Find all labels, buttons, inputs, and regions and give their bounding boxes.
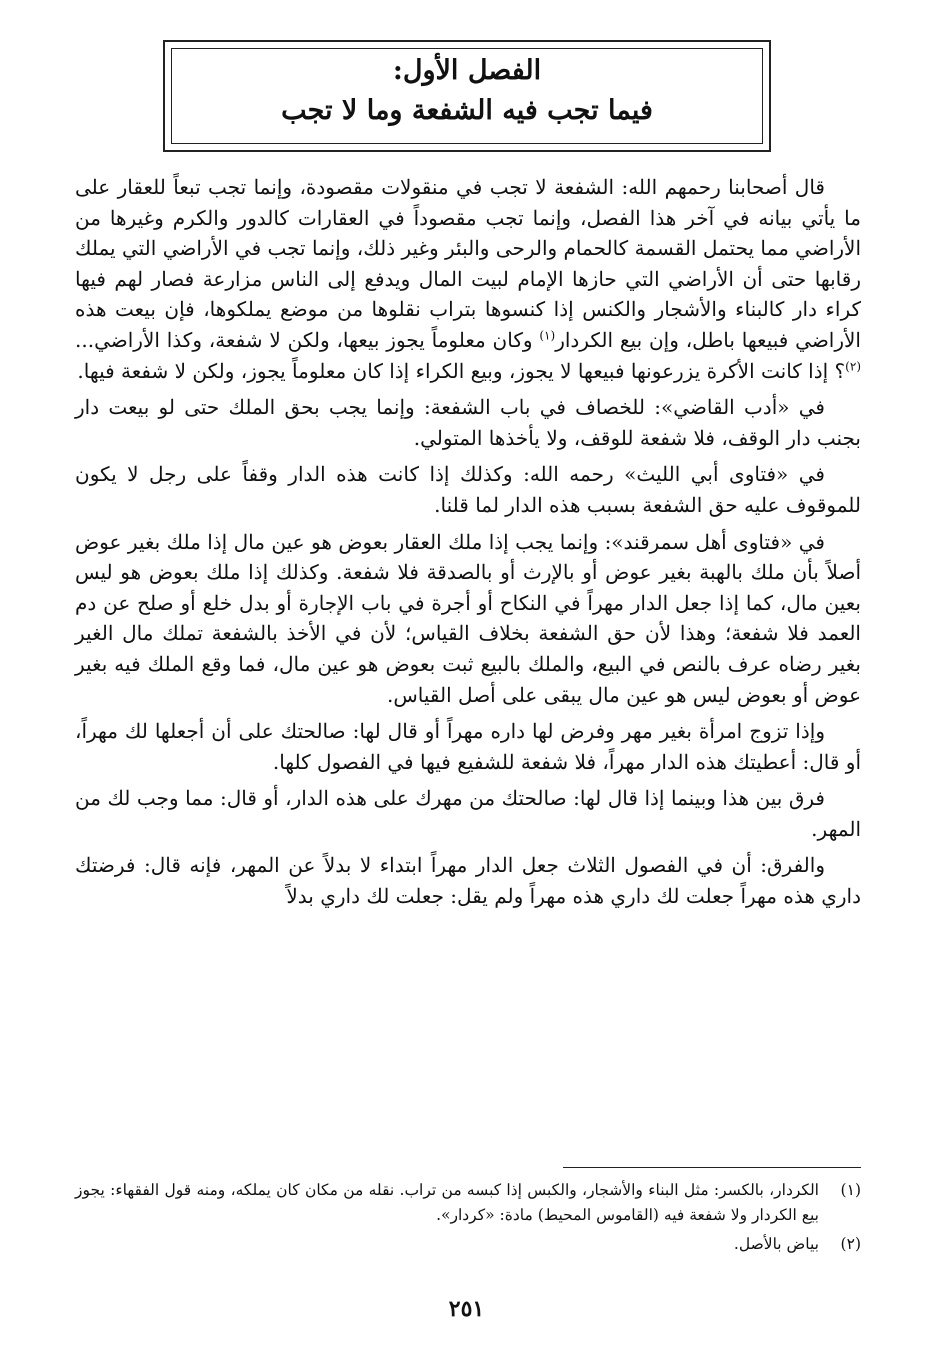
paragraph: في «أدب القاضي»: للخصاف في باب الشفعة: وإنما يجب بحق الملك حتى لو بيعت دار بجنب دار الوقف، فلا شفعة للوقف، ولا يأخذها المتولي.: [75, 395, 861, 450]
chapter-title-frame: [163, 40, 771, 152]
paragraph: وإذا تزوج امرأة بغير مهر وفرض لها داره مهراً أو قال لها: صالحتك على أن أجعلها لك مهراً، أو قال: أعطيتك هذه الدار مهراً، فلا شفعة للشفيع فيها في الفصول كلها.: [75, 719, 861, 774]
chapter-subtitle: فيما تجب فيه الشفعة وما لا تجب: [281, 95, 653, 126]
footnote-ref-2[interactable]: (٢): [845, 358, 861, 373]
paragraph: فرق بين هذا وبينما إذا قال لها: صالحتك من مهرك على هذه الدار، أو قال: مما وجب لك من المهر.: [75, 786, 861, 841]
main-text: [75, 172, 861, 918]
footnote-number: (٢): [840, 1235, 861, 1253]
footnote: [75, 1178, 861, 1228]
paragraph: في «فتاوى أبي الليث» رحمه الله: وكذلك إذا كانت هذه الدار وقفاً على رجل لا يكون للموقوف عليه حق الشفعة بسبب هذه الدار لما قلنا.: [75, 462, 861, 517]
footnote: [75, 1232, 861, 1257]
footnote-text: الكردار، بالكسر: مثل البناء والأشجار، والكبس إذا كبسه من تراب. نقله من مكان كان يملكه، ومنه قول الفقهاء: يجوز بيع الكردار ولا شفعة فيه (القاموس المحيط) مادة: «كردار».: [75, 1181, 819, 1224]
footnotes: [75, 1178, 861, 1261]
page-number: ٢٥١: [448, 1296, 485, 1322]
paragraph-text: وكان معلوماً يجوز بيعها، ولكن لا شفعة، وكذا الأراضي...: [75, 327, 540, 352]
chapter-title: الفصل الأول:: [392, 55, 542, 86]
paragraph: والفرق: أن في الفصول الثلاث جعل الدار مهراً ابتداء لا بدلاً عن المهر، فإنه قال: فرضتك داري هذه مهراً جعلت لك داري هذه مهراً ولم يقل: جعلت لك داري بدلاً: [75, 853, 861, 909]
paragraph-text: قال أصحابنا رحمهم الله: الشفعة لا تجب في منقولات مقصودة، وإنما تجب تبعاً للعقار على ما يأتي بيانه في آخر هذا الفصل، وإنما تجب مقصوداً في العقارات كالدور والكرم وغيرها من الأراضي مما يحتمل القسمة كالحمام والرحى والبئر وغير ذلك، وإنما تجب في الأراضي التي يملك رقابها حتى أن الأراضي التي حازها الإمام لبيت المال ويدفع إلى الناس مزارعة فصار لهم فيها كراء دار كالبناء والأشجار والكنس إذا كنسوها بتراب نقلوها من موضع يملكوها، فإن بيعت هذه الأراضي فبيعها باطل، وإن بيع: [75, 175, 861, 352]
kirdar-word: الكردار: [555, 327, 614, 352]
footnote-number: (١): [840, 1181, 861, 1199]
paragraph: في «فتاوى أهل سمرقند»: وإنما يجب إذا ملك العقار بعوض هو عين مال إذا ملك بغير عوض أصلاً بأن ملك بالهبة بغير عوض أو بالإرث أو بالصدقة فلا شفعة. وكذلك إذا ملك بعوض هو ليس بعين مال، كما إذا جعل الدار مهراً في النكاح أو أجرة في باب الإجارة أو بدل خلع أو صلح عن دم العمد فلا شفعة؛ وهذا لأن حق الشفعة بخلاف القياس؛ لأن في الأخذ بالشفعة تملك مال الغير بغير رضاه عرف بالنص في البيع، والملك بالبيع ثبت بعوض هو عين مال، فما وقع الملك فيه بغير عوض أو بعوض ليس هو عين مال يبقى على أصل القياس.: [75, 529, 861, 707]
paragraph-text: ؟ إذا كانت: [761, 358, 846, 383]
paragraph-text: الأكرة يزرعونها فبيعها لا يجوز، وبيع الكراء إذا كان معلوماً يجوز، ولكن لا شفعة فيها.: [77, 358, 755, 383]
paragraph: [75, 172, 861, 386]
footnote-separator: [563, 1167, 861, 1168]
footnote-text: بياض بالأصل.: [733, 1235, 819, 1253]
footnote-ref-1[interactable]: (١): [539, 328, 556, 343]
